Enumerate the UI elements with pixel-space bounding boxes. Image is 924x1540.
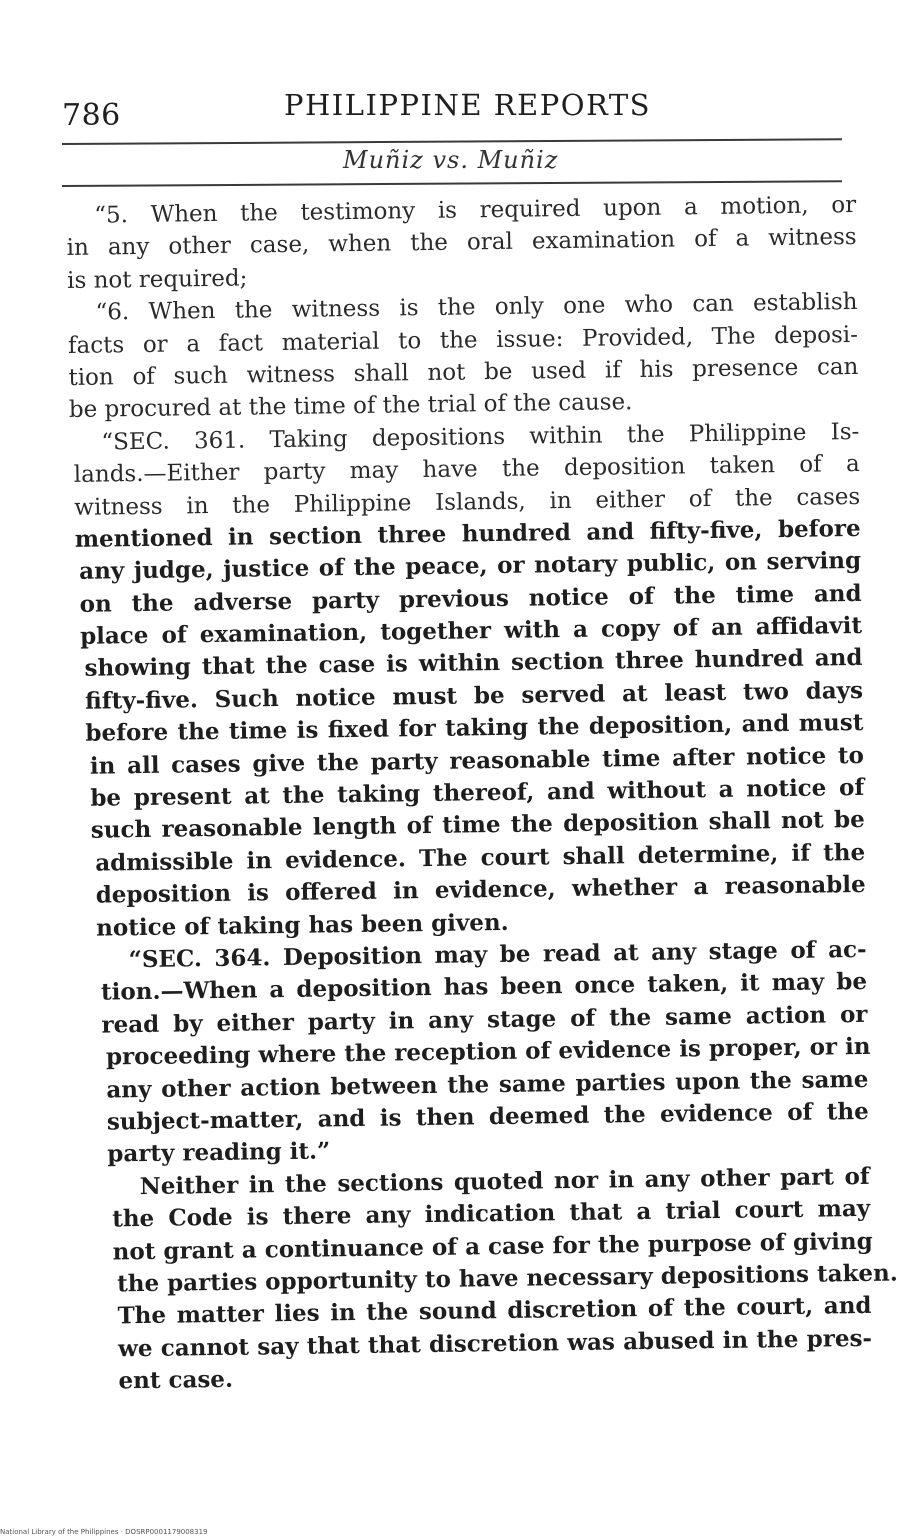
- header-rule-top: [62, 138, 842, 145]
- body-line: be present at the taking thereof, and without a notice of: [90, 773, 865, 812]
- body-line: admissible in evidence. The court shall determine, if the: [95, 838, 866, 877]
- body-line: we cannot say that that discretion was abused in the pres-: [117, 1324, 873, 1363]
- body-line: “5. When the testimony is required upon a motion, or: [94, 191, 857, 229]
- body-line: any judge, justice of the peace, or notary public, on serving: [79, 547, 862, 586]
- body-line: fifty-five. Such notice must be served at least two days: [84, 676, 864, 715]
- body-line: not grant a continuance of a case for the purpose of giving: [112, 1227, 873, 1265]
- body-line: mentioned in section three hundred and fifty-five, before: [74, 514, 861, 553]
- body-line: such reasonable length of time the deposition shall not be: [90, 806, 865, 845]
- body-line: notice of taking has been given.: [95, 908, 509, 942]
- body-line: any other action between the same parties upon the same: [106, 1065, 869, 1104]
- case-title: Muñiz vs. Muñiz: [343, 146, 559, 174]
- body-line: on the adverse party previous notice of the time and: [79, 579, 862, 618]
- body-line: witness in the Philippine Islands, in either of the cases: [74, 483, 861, 521]
- body-line: The matter lies in the sound discretion of the court, and: [117, 1292, 872, 1330]
- body-line: is not required;: [66, 265, 248, 294]
- body-line: “6. When the witness is the only one who can establish: [95, 289, 858, 326]
- body-line: read by either party in any stage of the same action or: [101, 1000, 868, 1039]
- body-line: “SEC. 361. Taking depositions within the Philippine Is-: [101, 418, 860, 456]
- body-line: place of examination, together with a copy of an affidavit: [79, 612, 863, 650]
- body-line: facts or a fact material to the issue: Provided, The deposi-: [67, 321, 859, 359]
- body-line: proceeding where the reception of evidence is proper, or in: [105, 1033, 871, 1071]
- body-line: the Code is there any indication that a trial court may: [112, 1194, 871, 1233]
- body-line: in all cases give the party reasonable time after notice to: [89, 741, 865, 780]
- body-line: “SEC. 364. Deposition may be read at any stage of ac-: [128, 935, 867, 974]
- body-text: [66, 189, 898, 1398]
- running-title: PHILIPPINE REPORTS: [284, 88, 652, 122]
- body-line: ent case.: [118, 1365, 234, 1395]
- body-line: be procured at the time of the trial of the cause.: [68, 389, 633, 424]
- body-line: tion.—When a deposition has been once taken, it may be: [100, 968, 868, 1006]
- body-line: tion of such witness shall not be used if his presence can: [68, 353, 859, 391]
- body-line: showing that the case is within section three hundred and: [84, 644, 863, 683]
- body-line: the parties opportunity to have necessary depositions taken.: [116, 1259, 898, 1298]
- body-line: in any other case, when the oral examination of a witness: [66, 224, 857, 262]
- body-line: lands.—Either party may have the deposition taken of a: [73, 451, 860, 489]
- body-line: before the time is fixed for taking the deposition, and must: [85, 709, 864, 748]
- body-line: Neither in the sections quoted nor in any other part of: [139, 1162, 870, 1200]
- body-line: subject-matter, and is then deemed the evidence of the: [106, 1097, 869, 1136]
- page-number: 786: [62, 98, 121, 133]
- scan-footer: National Library of the Philippines · DOSRP0001179008319: [0, 1528, 208, 1536]
- header-rule-bottom: [62, 180, 842, 187]
- body-line: party reading it.”: [107, 1137, 331, 1168]
- body-line: deposition is offered in evidence, whether a reasonable: [95, 871, 866, 909]
